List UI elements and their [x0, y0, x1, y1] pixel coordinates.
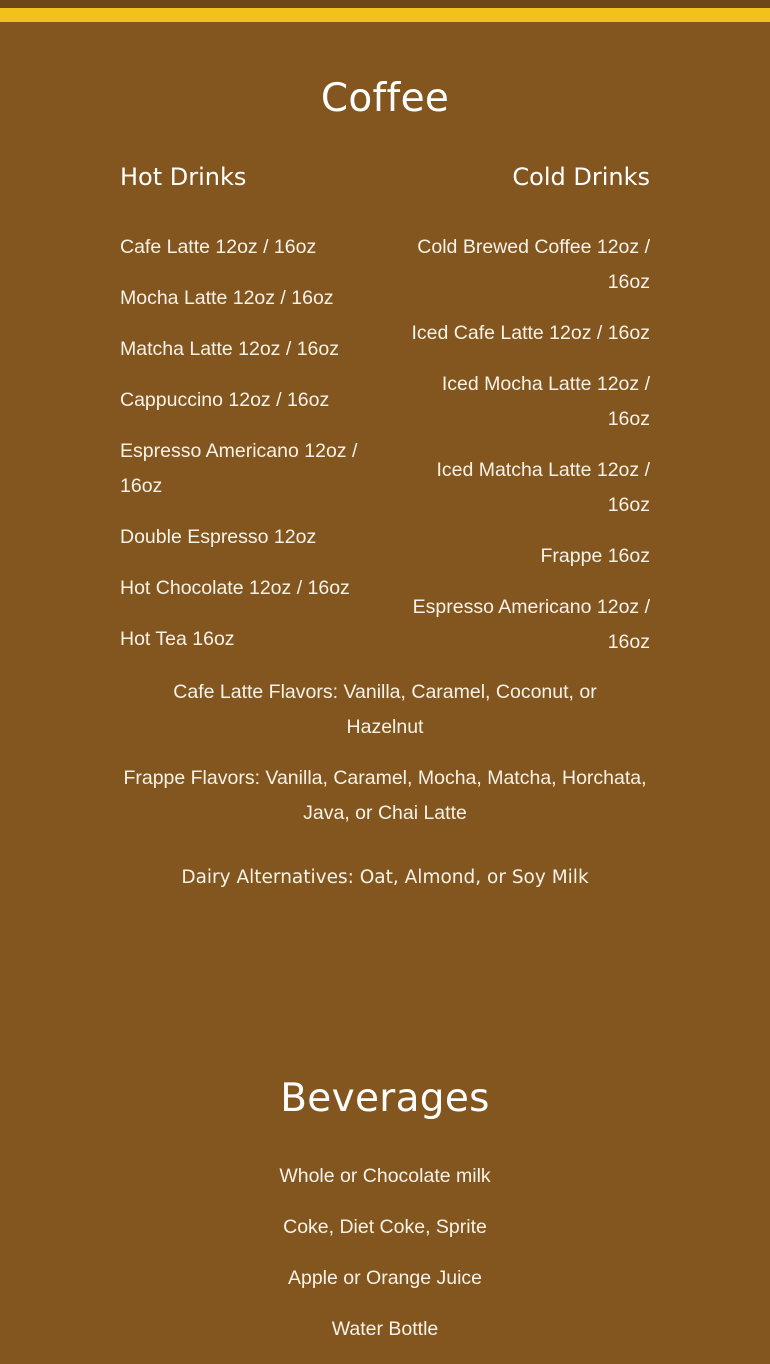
menu-item: Espresso Americano 12oz / 16oz: [412, 596, 650, 653]
menu-item: Iced Matcha Latte 12oz / 16oz: [436, 459, 650, 516]
top-edge-strip: [0, 0, 770, 8]
menu-item: Cafe Latte 12oz / 16oz: [120, 236, 317, 258]
beverages-section-title: Beverages: [280, 1076, 490, 1121]
beverages-list: [0, 1159, 770, 1363]
menu-item: Water Bottle: [331, 1318, 439, 1340]
hot-drinks-list: [120, 230, 365, 673]
hot-drinks-heading: Hot Drinks: [120, 163, 247, 191]
menu-item: Iced Cafe Latte 12oz / 16oz: [411, 322, 650, 344]
menu-item: Matcha Latte 12oz / 16oz: [120, 338, 339, 360]
accent-bar: [0, 8, 770, 22]
menu-item: Coke, Diet Coke, Sprite: [283, 1216, 487, 1238]
coffee-section-title: Coffee: [320, 76, 450, 121]
menu-item: Espresso Americano 12oz / 16oz: [120, 440, 358, 497]
menu-item: Cappuccino 12oz / 16oz: [120, 389, 330, 411]
dairy-alternatives-note: Dairy Alternatives: Oat, Almond, or Soy Milk: [181, 867, 589, 888]
menu-item: Mocha Latte 12oz / 16oz: [120, 287, 334, 309]
menu-item: Cold Brewed Coffee 12oz / 16oz: [417, 236, 650, 293]
menu-item: Apple or Orange Juice: [287, 1267, 483, 1289]
menu-item: Iced Mocha Latte 12oz / 16oz: [441, 373, 650, 430]
menu-item: Double Espresso 12oz: [120, 526, 317, 548]
cold-drinks-heading: Cold Drinks: [512, 163, 650, 191]
cold-drinks-list: [400, 230, 650, 676]
menu-item: Hot Chocolate 12oz / 16oz: [120, 577, 350, 599]
menu-item: Whole or Chocolate milk: [279, 1165, 491, 1187]
menu-item: Hot Tea 16oz: [120, 628, 235, 650]
latte-flavors-note: Cafe Latte Flavors: Vanilla, Caramel, Coconut, or Hazelnut: [173, 681, 597, 738]
frappe-flavors-note: Frappe Flavors: Vanilla, Caramel, Mocha, Matcha, Horchata, Java, or Chai Latte: [123, 767, 647, 824]
menu-item: Frappe 16oz: [540, 545, 650, 567]
